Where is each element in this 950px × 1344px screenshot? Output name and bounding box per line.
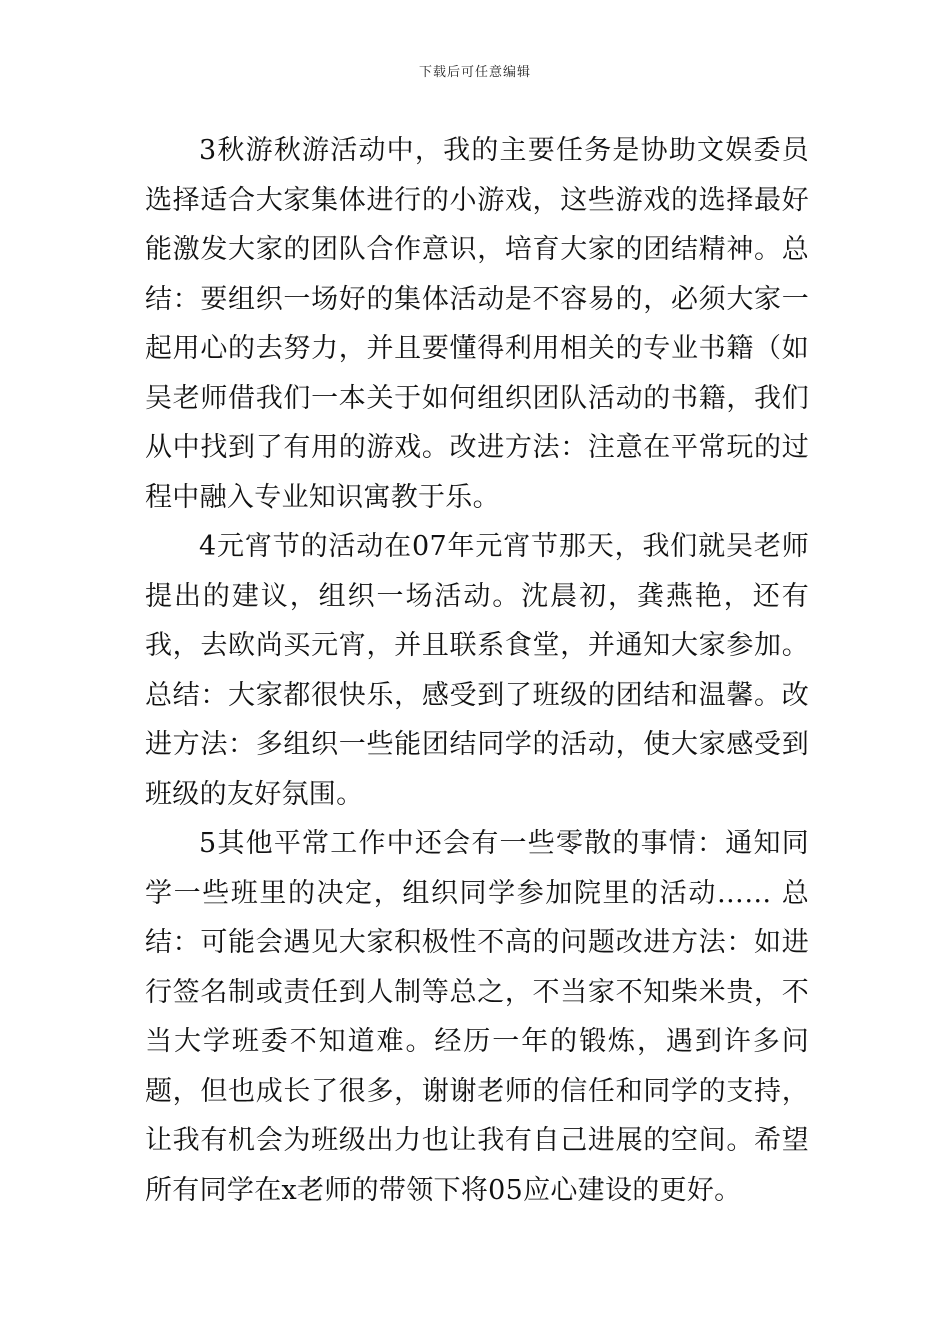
- paragraph-other-work: 5其他平常工作中还会有一些零散的事情：通知同学一些班里的决定，组织同学参加院里的活动…… 总结：可能会遇见大家积极性不高的问题改进方法：如进行签名制或责任到人制等总之，不当家不知柴米贵，不当大学班委不知道难。经历一年的锻炼，遇到许多问题，但也成长了很多，谢谢老师的信任和同学的支持，让我有机会为班级出力也让我有自己进展的空间。希望所有同学在x老师的带领下将05应心建设的更好。: [145, 828, 809, 1206]
- paragraph-autumn-outing: 3秋游秋游活动中，我的主要任务是协助文娱委员选择适合大家集体进行的小游戏，这些游戏的选择最好能激发大家的团队合作意识，培育大家的团结精神。总结：要组织一场好的集体活动是不容易的，必须大家一起用心的去努力，并且要懂得利用相关的专业书籍（如吴老师借我们一本关于如何组织团队活动的书籍，我们从中找到了有用的游戏。改进方法：注意在平常玩的过程中融入专业知识寓教于乐。: [145, 135, 809, 513]
- page-header-note: 下载后可任意编辑: [418, 65, 531, 80]
- document-body: [145, 126, 809, 1215]
- paragraph-lantern-festival: 4元宵节的活动在07年元宵节那天，我们就吴老师提出的建议，组织一场活动。沈晨初，龚燕艳，还有我，去欧尚买元宵，并且联系食堂，并通知大家参加。总结：大家都很快乐，感受到了班级的团结和温馨。改进方法：多组织一些能团结同学的活动，使大家感受到班级的友好氛围。: [145, 531, 809, 810]
